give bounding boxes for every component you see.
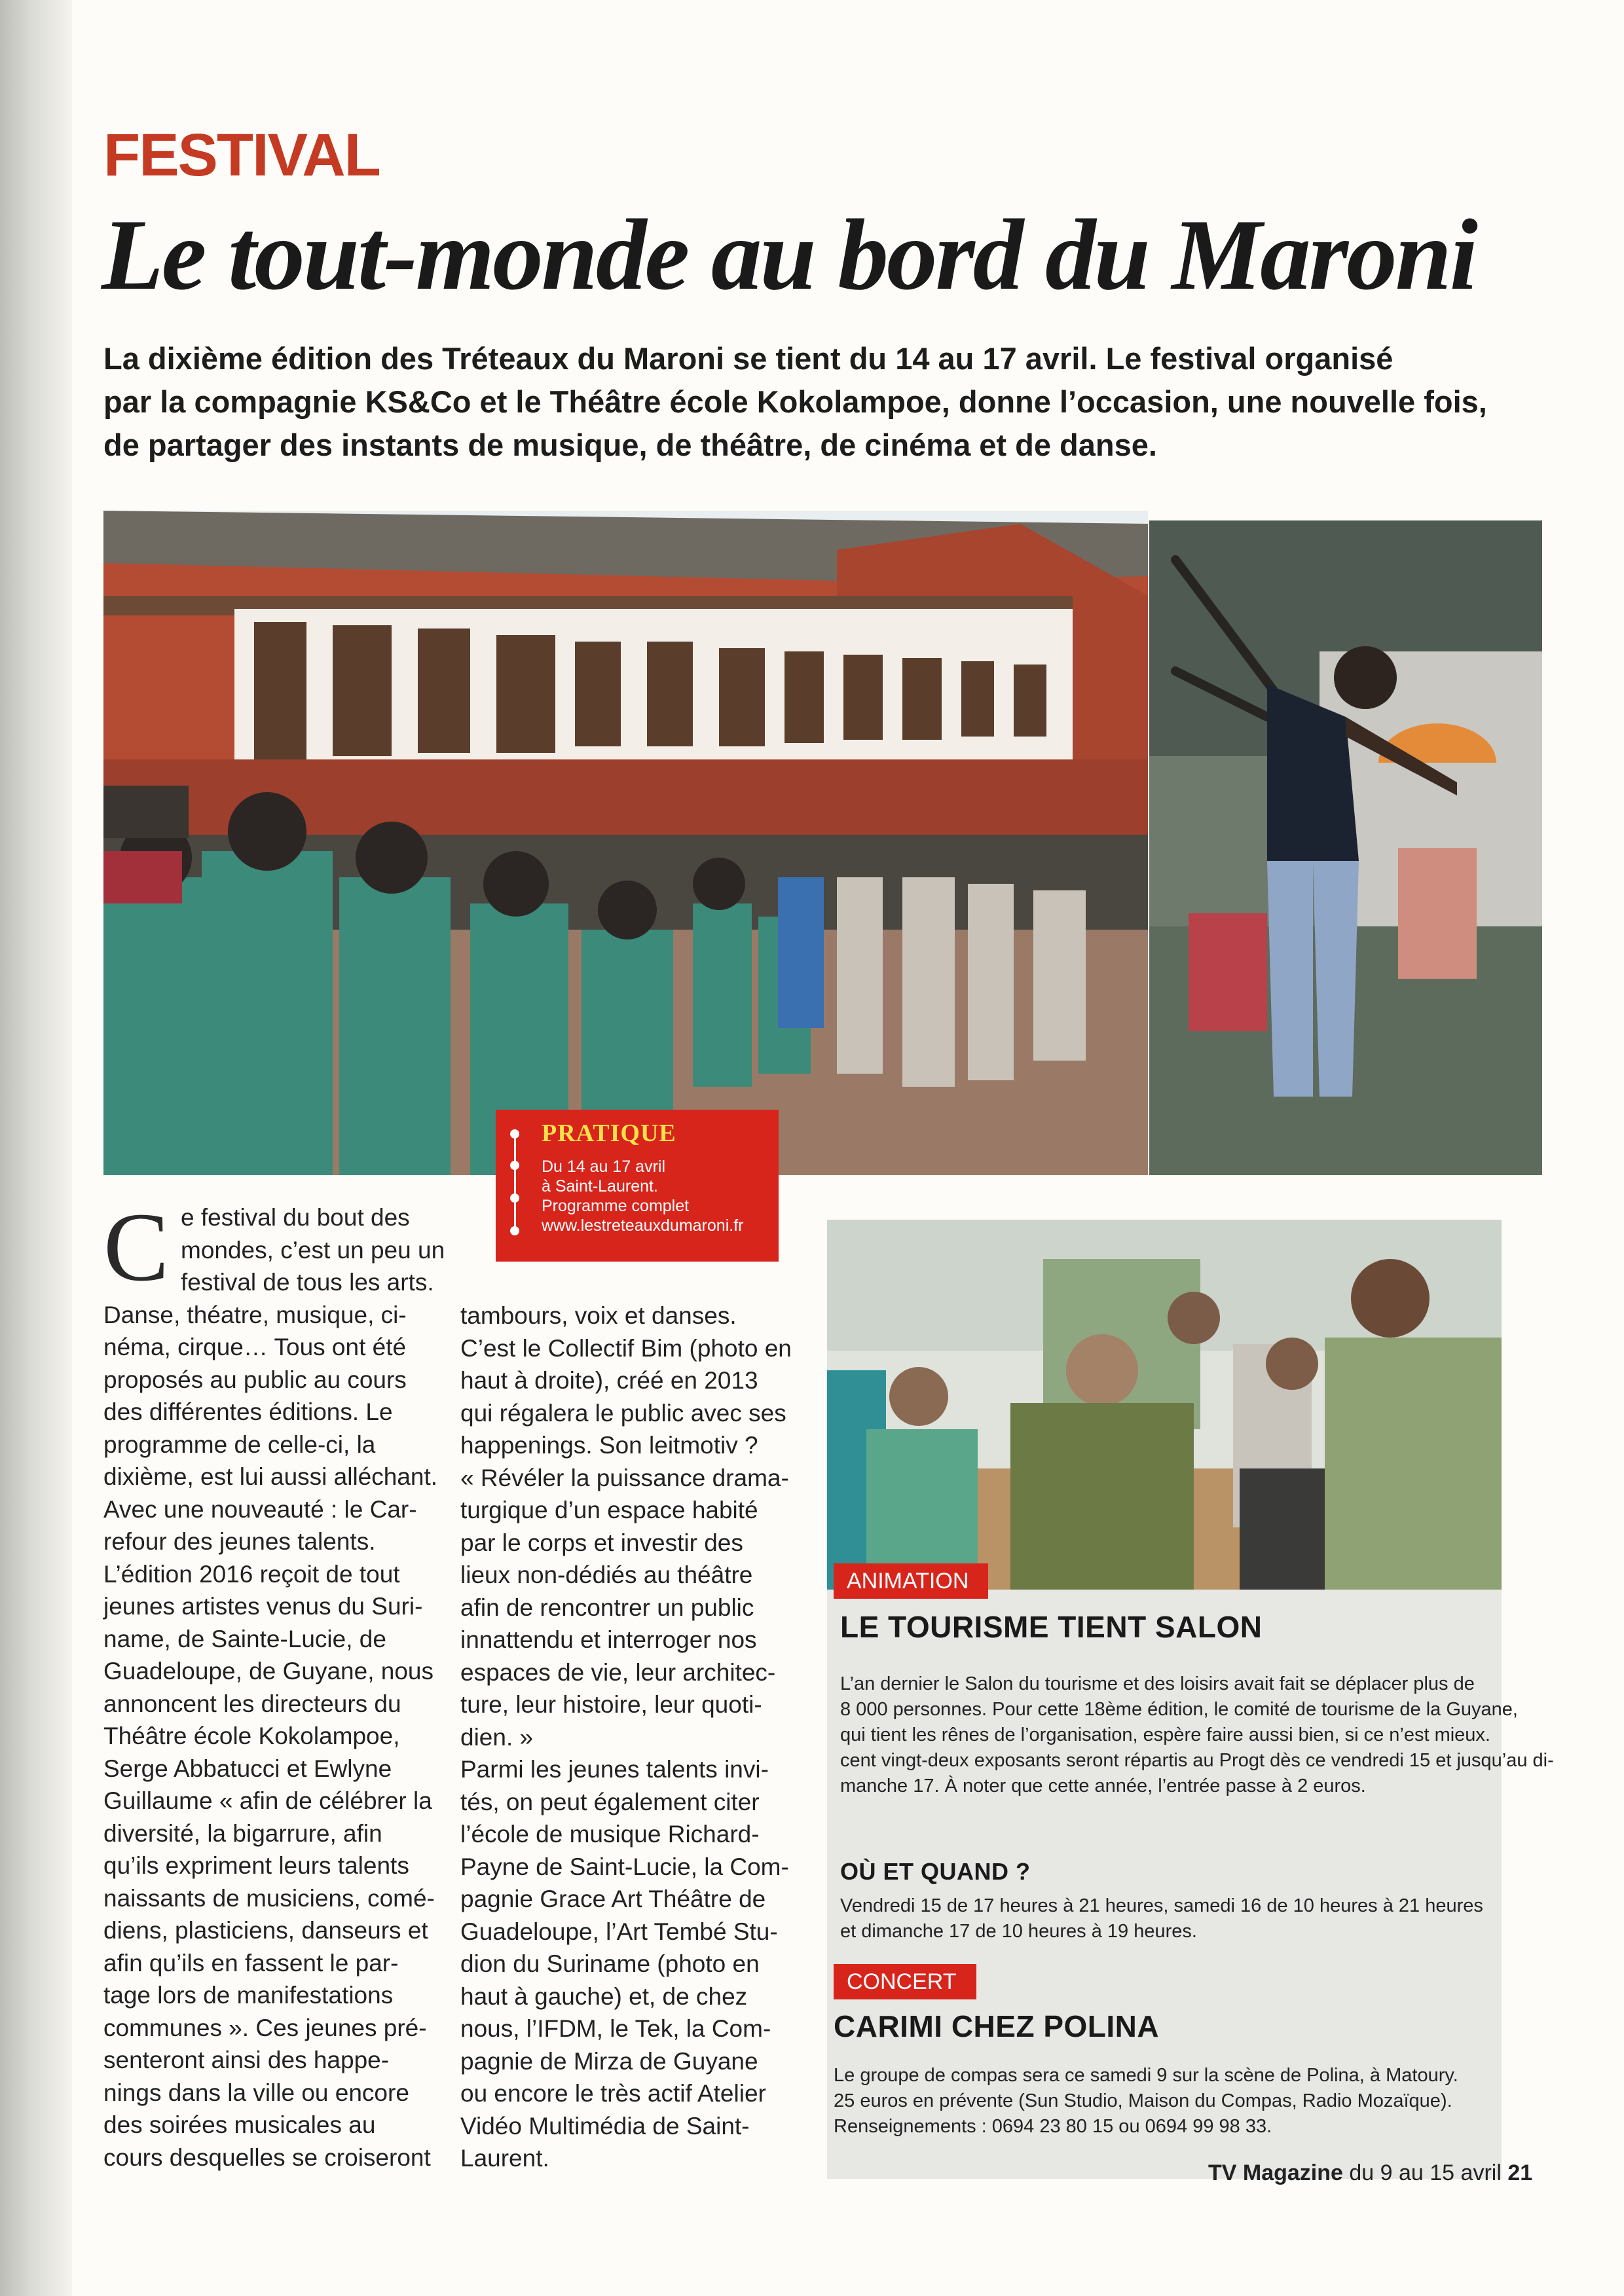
article-line: e festival du bout des bbox=[181, 1204, 410, 1231]
article-line: mondes, c’est un peu un bbox=[181, 1236, 445, 1264]
pratique-line: Du 14 au 17 avril bbox=[542, 1157, 666, 1176]
article-title: Le tout-monde au bord du Maroni bbox=[101, 198, 1476, 311]
article-line: annoncent les directeurs du bbox=[103, 1690, 401, 1717]
page-number: 21 bbox=[1507, 2160, 1533, 2185]
article-line: ture, leur histoire, leur quoti- bbox=[460, 1691, 762, 1718]
article-line: programme de celle-ci, la bbox=[103, 1430, 376, 1458]
article-line: espaces de vie, leur architec- bbox=[460, 1658, 776, 1686]
article-line: qu’ils expriment leurs talents bbox=[103, 1852, 409, 1879]
concert-body bbox=[834, 2063, 1458, 2140]
concert-line: Le groupe de compas sera ce samedi 9 sur la scène de Polina, à Matoury. bbox=[834, 2065, 1458, 2086]
lead-line: de partager des instants de musique, de théâtre, de cinéma et de danse. bbox=[103, 428, 1157, 462]
article-line: diversité, la bigarrure, afin bbox=[103, 1819, 382, 1847]
pratique-line: Programme complet bbox=[542, 1197, 690, 1215]
dancer-illustration bbox=[1149, 520, 1542, 1175]
article-line: senteront ainsi des happe- bbox=[103, 2047, 390, 2073]
pratique-bullet bbox=[510, 1226, 519, 1235]
article-line: haut à gauche) et, de chez bbox=[460, 1982, 748, 2010]
article-line: Guillaume « afin de célébrer la bbox=[103, 1787, 432, 1814]
where-line: Vendredi 15 de 17 heures à 21 heures, samedi 16 de 10 heures à 21 heures bbox=[840, 1895, 1483, 1916]
lead-line: La dixième édition des Tréteaux du Maroni se tient du 14 au 17 avril. Le festival organisé bbox=[103, 341, 1393, 376]
pratique-box bbox=[496, 1110, 779, 1262]
article-line: naissants de musiciens, comé- bbox=[103, 1884, 435, 1912]
article-line: afin de rencontrer un public bbox=[460, 1594, 754, 1621]
magazine-name: TV Magazine bbox=[1208, 2160, 1343, 2185]
animation-body bbox=[840, 1671, 1554, 1799]
pratique-bullet bbox=[510, 1161, 519, 1170]
events-sidebar bbox=[827, 1569, 1554, 2179]
article-column-2 bbox=[460, 1300, 792, 2175]
article-line: L’édition 2016 reçoit de tout bbox=[103, 1560, 400, 1588]
animation-line: L’an dernier le Salon du tourisme et des loisirs avait fait se déplacer plus de bbox=[840, 1673, 1475, 1694]
concert-line: Renseignements : 0694 23 80 15 ou 0694 99 98 33. bbox=[834, 2116, 1272, 2137]
article-line: communes ». Ces jeunes pré- bbox=[103, 2014, 427, 2041]
pratique-bullet bbox=[510, 1129, 519, 1139]
tourism-salon-photo bbox=[827, 1220, 1502, 1590]
article-line: nous, l’IFDM, le Tek, la Com- bbox=[460, 2015, 771, 2042]
concert-tag: CONCERT bbox=[834, 1964, 976, 1999]
article-line: Vidéo Multimédia de Saint- bbox=[460, 2112, 750, 2140]
article-line: proposés au public au cours bbox=[103, 1366, 407, 1393]
tourism-salon-illustration bbox=[827, 1220, 1502, 1590]
article-line: dien. » bbox=[460, 1723, 534, 1751]
article-dropcap: C bbox=[103, 1193, 170, 1302]
animation-line: manche 17. À noter que cette année, l’entrée passe à 2 euros. bbox=[840, 1776, 1366, 1796]
pratique-bar bbox=[514, 1136, 516, 1234]
article-line: festival de tous les arts. bbox=[181, 1269, 434, 1296]
article-column-1 bbox=[103, 1193, 445, 2174]
animation-line: cent vingt-deux exposants seront répartis au Progt dès ce vendredi 15 et jusqu’au di- bbox=[840, 1750, 1554, 1771]
pratique-heading: PRATIQUE bbox=[542, 1120, 676, 1147]
article-line: jeunes artistes venus du Suri- bbox=[103, 1593, 423, 1620]
article-line: dion du Suriname (photo en bbox=[460, 1950, 760, 1977]
article-line: tés, on peut également citer bbox=[460, 1788, 760, 1815]
section-kicker: FESTIVAL bbox=[103, 122, 380, 189]
article-line: par le corps et investir des bbox=[460, 1529, 743, 1556]
article-line: Serge Abbatucci et Ewlyne bbox=[103, 1755, 392, 1782]
article-line: innattendu et interroger nos bbox=[460, 1626, 757, 1653]
article-line: haut à droite), créé en 2013 bbox=[460, 1367, 758, 1394]
article-line: Parmi les jeunes talents invi- bbox=[460, 1756, 769, 1783]
article-line: Payne de Saint-Lucie, la Com- bbox=[460, 1853, 789, 1880]
page-footer bbox=[1208, 2160, 1532, 2186]
lead-line: par la compagnie KS&Co et le Théâtre école Kokolampoe, donne l’occasion, une nouvelle fois, bbox=[103, 384, 1487, 419]
article-line: Guadeloupe, de Guyane, nous bbox=[103, 1658, 434, 1685]
festival-crowd-illustration bbox=[103, 511, 1148, 1175]
pratique-line: à Saint-Laurent. bbox=[542, 1177, 658, 1195]
animation-heading: LE TOURISME TIENT SALON bbox=[840, 1610, 1263, 1644]
page-binding-shadow bbox=[0, 0, 72, 2296]
article-line: Guadeloupe, l’Art Tembé Stu- bbox=[460, 1918, 778, 1945]
article-line: Théâtre école Kokolampoe, bbox=[103, 1722, 400, 1749]
article-line: refour des jeunes talents. bbox=[103, 1528, 376, 1555]
article-line: diens, plasticiens, danseurs et bbox=[103, 1917, 428, 1944]
article-line: « Révéler la puissance drama- bbox=[460, 1464, 789, 1491]
article-line: cours desquelles se croiseront bbox=[103, 2143, 431, 2171]
article-line: pagnie Grace Art Théâtre de bbox=[460, 1886, 766, 1912]
article-line: ou encore le très actif Atelier bbox=[460, 2080, 766, 2107]
article-line: pagnie de Mirza de Guyane bbox=[460, 2047, 758, 2075]
article-line: turgique d’un espace habité bbox=[460, 1497, 758, 1523]
article-line: name, de Sainte-Lucie, de bbox=[103, 1625, 386, 1652]
article-line: tage lors de manifestations bbox=[103, 1982, 394, 2009]
animation-line: qui tient les rênes de l’organisation, espère faire aussi bien, si ce n’est mieux. bbox=[840, 1724, 1490, 1745]
article-line: néma, cirque… Tous ont été bbox=[103, 1334, 407, 1360]
article-line: happenings. Son leitmotiv ? bbox=[460, 1432, 758, 1459]
where-heading: OÙ ET QUAND ? bbox=[840, 1858, 1031, 1885]
article-line: qui régalera le public avec ses bbox=[460, 1399, 786, 1427]
where-body bbox=[840, 1893, 1483, 1944]
article-line: dixième, est lui aussi alléchant. bbox=[103, 1463, 438, 1490]
pratique-bullet bbox=[510, 1194, 519, 1203]
article-line: nings dans la ville ou encore bbox=[103, 2079, 409, 2106]
issue-dates: du 9 au 15 avril bbox=[1349, 2160, 1502, 2185]
where-line: et dimanche 17 de 10 heures à 19 heures. bbox=[840, 1921, 1197, 1942]
article-line: C’est le Collectif Bim (photo en bbox=[460, 1334, 792, 1362]
festival-crowd-photo bbox=[103, 511, 1148, 1175]
animation-tag: ANIMATION bbox=[834, 1563, 988, 1599]
dancer-photo bbox=[1149, 520, 1542, 1175]
pratique-link[interactable]: www.lestreteauxdumaroni.fr bbox=[542, 1216, 744, 1235]
article-line: lieux non-dédiés au théâtre bbox=[460, 1561, 753, 1588]
concert-heading: CARIMI CHEZ POLINA bbox=[834, 2009, 1160, 2043]
article-line: Laurent. bbox=[460, 2145, 549, 2172]
article-line: des différentes éditions. Le bbox=[103, 1398, 393, 1425]
article-line: des soirées musicales au bbox=[103, 2111, 376, 2138]
animation-line: 8 000 personnes. Pour cette 18ème édition, le comité de tourisme de la Guyane, bbox=[840, 1699, 1518, 1720]
article-line: Avec une nouveauté : le Car- bbox=[103, 1495, 417, 1523]
article-line: l’école de musique Richard- bbox=[460, 1821, 760, 1848]
article-line: tambours, voix et danses. bbox=[460, 1302, 737, 1329]
article-lead bbox=[103, 337, 1511, 467]
concert-line: 25 euros en prévente (Sun Studio, Maison du Compas, Radio Mozaïque). bbox=[834, 2090, 1452, 2111]
article-line: Danse, théatre, musique, ci- bbox=[103, 1301, 407, 1328]
article-line: afin qu’ils en fassent le par- bbox=[103, 1949, 399, 1977]
